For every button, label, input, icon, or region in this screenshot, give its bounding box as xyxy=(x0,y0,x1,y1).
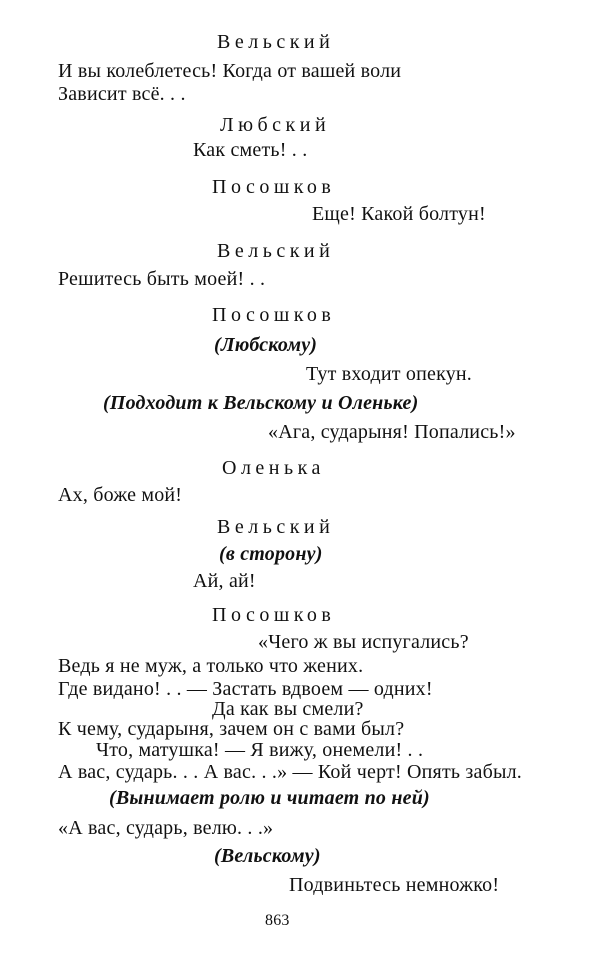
stage-direction: (Подходит к Вельскому и Оленьке) xyxy=(103,392,419,414)
verse-line: Ах, боже мой! xyxy=(58,484,183,506)
verse-line: «Чего ж вы испугались? xyxy=(258,631,469,653)
verse-line: И вы колеблетесь! Когда от вашей воли xyxy=(58,60,402,82)
speaker-name: Любский xyxy=(220,114,331,136)
verse-line: Ведь я не муж, а только что жених. xyxy=(58,655,364,677)
page-number: 863 xyxy=(265,912,290,929)
verse-line: Подвиньтесь немножко! xyxy=(289,874,500,896)
verse-line: Зависит всё. . . xyxy=(58,83,186,105)
speaker-name: Вельский xyxy=(217,240,335,262)
speaker-name: Оленька xyxy=(222,457,325,479)
stage-direction: (в сторону) xyxy=(219,543,323,565)
stage-direction: (Любскому) xyxy=(214,334,318,356)
verse-line: Где видано! . . — Застать вдвоем — одних! xyxy=(58,678,433,700)
verse-line: «Ага, сударыня! Попались!» xyxy=(268,421,516,443)
verse-line: Еще! Какой болтун! xyxy=(312,203,486,225)
speaker-name: Вельский xyxy=(217,31,335,53)
verse-line: Как сметь! . . xyxy=(193,139,308,161)
speaker-name: Вельский xyxy=(217,516,335,538)
verse-line: Что, матушка! — Я вижу, онемели! . . xyxy=(96,739,424,761)
verse-line: К чему, сударыня, зачем он с вами был? xyxy=(58,718,405,740)
speaker-name: Посошков xyxy=(212,176,336,198)
verse-line: А вас, сударь. . . А вас. . .» — Кой черт! Опять забыл. xyxy=(58,761,522,783)
speaker-name: Посошков xyxy=(212,304,336,326)
verse-line: Да как вы смели? xyxy=(212,698,364,720)
verse-line: Ай, ай! xyxy=(193,570,256,592)
speaker-name: Посошков xyxy=(212,604,336,626)
stage-direction: (Вынимает ролю и читает по ней) xyxy=(109,787,430,809)
verse-line: Решитесь быть моей! . . xyxy=(58,268,266,290)
verse-line: «А вас, сударь, велю. . .» xyxy=(58,817,274,839)
stage-direction: (Вельскому) xyxy=(214,845,321,867)
verse-line: Тут входит опекун. xyxy=(306,363,473,385)
